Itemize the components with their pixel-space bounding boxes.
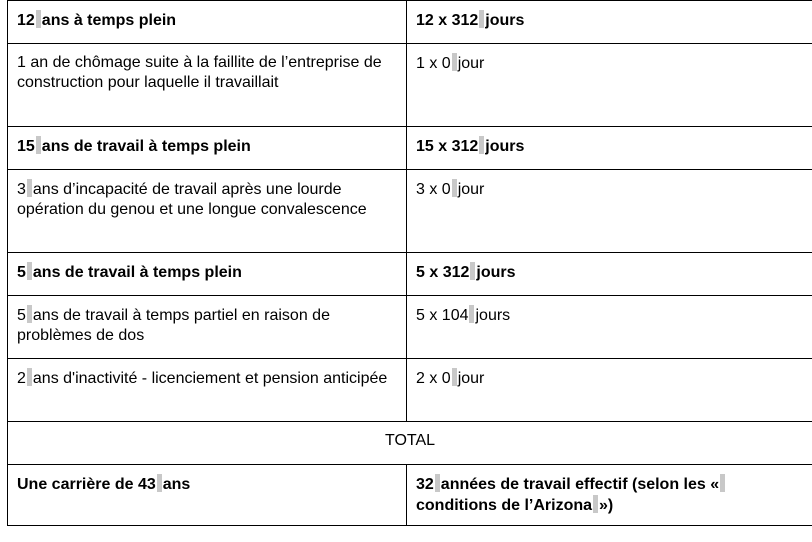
summary-row: [8, 465, 812, 526]
days-formula: 2 x 0: [416, 370, 451, 387]
days-formula: 3 x 0: [416, 181, 451, 198]
period-description: ans à temps plein: [41, 12, 177, 29]
career-summary-unit: ans: [162, 476, 191, 493]
career-table: [7, 0, 812, 526]
highlight-marker: [27, 368, 32, 386]
days-cell: [407, 44, 812, 127]
total-row: [8, 422, 812, 465]
career-table-container: [7, 0, 812, 526]
highlight-marker: [435, 474, 440, 492]
days-unit: jour: [457, 370, 485, 387]
days-unit: jour: [457, 55, 485, 72]
period-cell: [8, 296, 407, 359]
table-row: [8, 253, 812, 296]
period-description: ans de travail à temps plein: [41, 138, 251, 155]
period-years: 5: [17, 307, 26, 324]
highlight-marker: [470, 262, 475, 280]
table-row: [8, 170, 812, 253]
highlight-marker: [720, 474, 725, 492]
highlight-marker: [452, 179, 457, 197]
effective-years-text: années de travail effectif (selon les «: [440, 476, 720, 493]
period-years: 3: [17, 181, 26, 198]
days-cell: [407, 127, 812, 170]
days-unit: jours: [485, 138, 525, 155]
period-cell: [8, 253, 407, 296]
highlight-marker: [452, 53, 457, 71]
period-description: ans de travail à temps plein: [32, 264, 242, 281]
period-years: 12: [17, 12, 35, 29]
days-unit: jours: [476, 264, 516, 281]
days-cell: [407, 296, 812, 359]
period-description: 1 an de chômage suite à la faillite de l’entreprise de construction pour laquelle il travaillait: [17, 54, 382, 91]
period-description: ans d’incapacité de travail après une lourde opération du genou et une longue convalescence: [17, 181, 367, 218]
highlight-marker: [479, 136, 484, 154]
period-cell: [8, 127, 407, 170]
effective-years-cell: [407, 465, 812, 526]
days-cell: [407, 170, 812, 253]
days-cell: [407, 359, 812, 422]
period-cell: [8, 170, 407, 253]
days-formula: 1 x 0: [416, 55, 451, 72]
table-row: [8, 359, 812, 422]
highlight-marker: [36, 10, 41, 28]
highlight-marker: [157, 474, 162, 492]
period-cell: [8, 359, 407, 422]
period-years: 2: [17, 370, 26, 387]
days-formula: 12 x 312: [416, 12, 479, 29]
highlight-marker: [27, 179, 32, 197]
days-formula: 5 x 312: [416, 264, 470, 281]
period-cell: [8, 1, 407, 44]
total-label: TOTAL: [8, 422, 812, 465]
table-row: [8, 1, 812, 44]
closing-quote-text: »): [599, 497, 614, 514]
days-formula: 15 x 312: [416, 138, 479, 155]
table-row: [8, 127, 812, 170]
highlight-marker: [593, 495, 598, 513]
highlight-marker: [479, 10, 484, 28]
period-years: 15: [17, 138, 35, 155]
days-formula: 5 x 104: [416, 307, 469, 324]
days-unit: jour: [457, 181, 485, 198]
period-years: 5: [17, 264, 26, 281]
highlight-marker: [452, 368, 457, 386]
highlight-marker: [469, 305, 474, 323]
period-description: ans de travail à temps partiel en raison de problèmes de dos: [17, 307, 330, 344]
period-cell: [8, 44, 407, 127]
table-row: [8, 296, 812, 359]
days-cell: [407, 253, 812, 296]
career-summary-text: Une carrière de 43: [17, 476, 156, 493]
arizona-conditions-text: conditions de l’Arizona: [416, 497, 593, 514]
days-unit: jours: [485, 12, 525, 29]
table-row: [8, 44, 812, 127]
highlight-marker: [27, 305, 32, 323]
period-description: ans d'inactivité - licenciement et pension anticipée: [32, 370, 388, 387]
highlight-marker: [27, 262, 32, 280]
career-summary-cell: [8, 465, 407, 526]
effective-years-count: 32: [416, 476, 434, 493]
highlight-marker: [36, 136, 41, 154]
days-cell: [407, 1, 812, 44]
days-unit: jours: [475, 307, 511, 324]
